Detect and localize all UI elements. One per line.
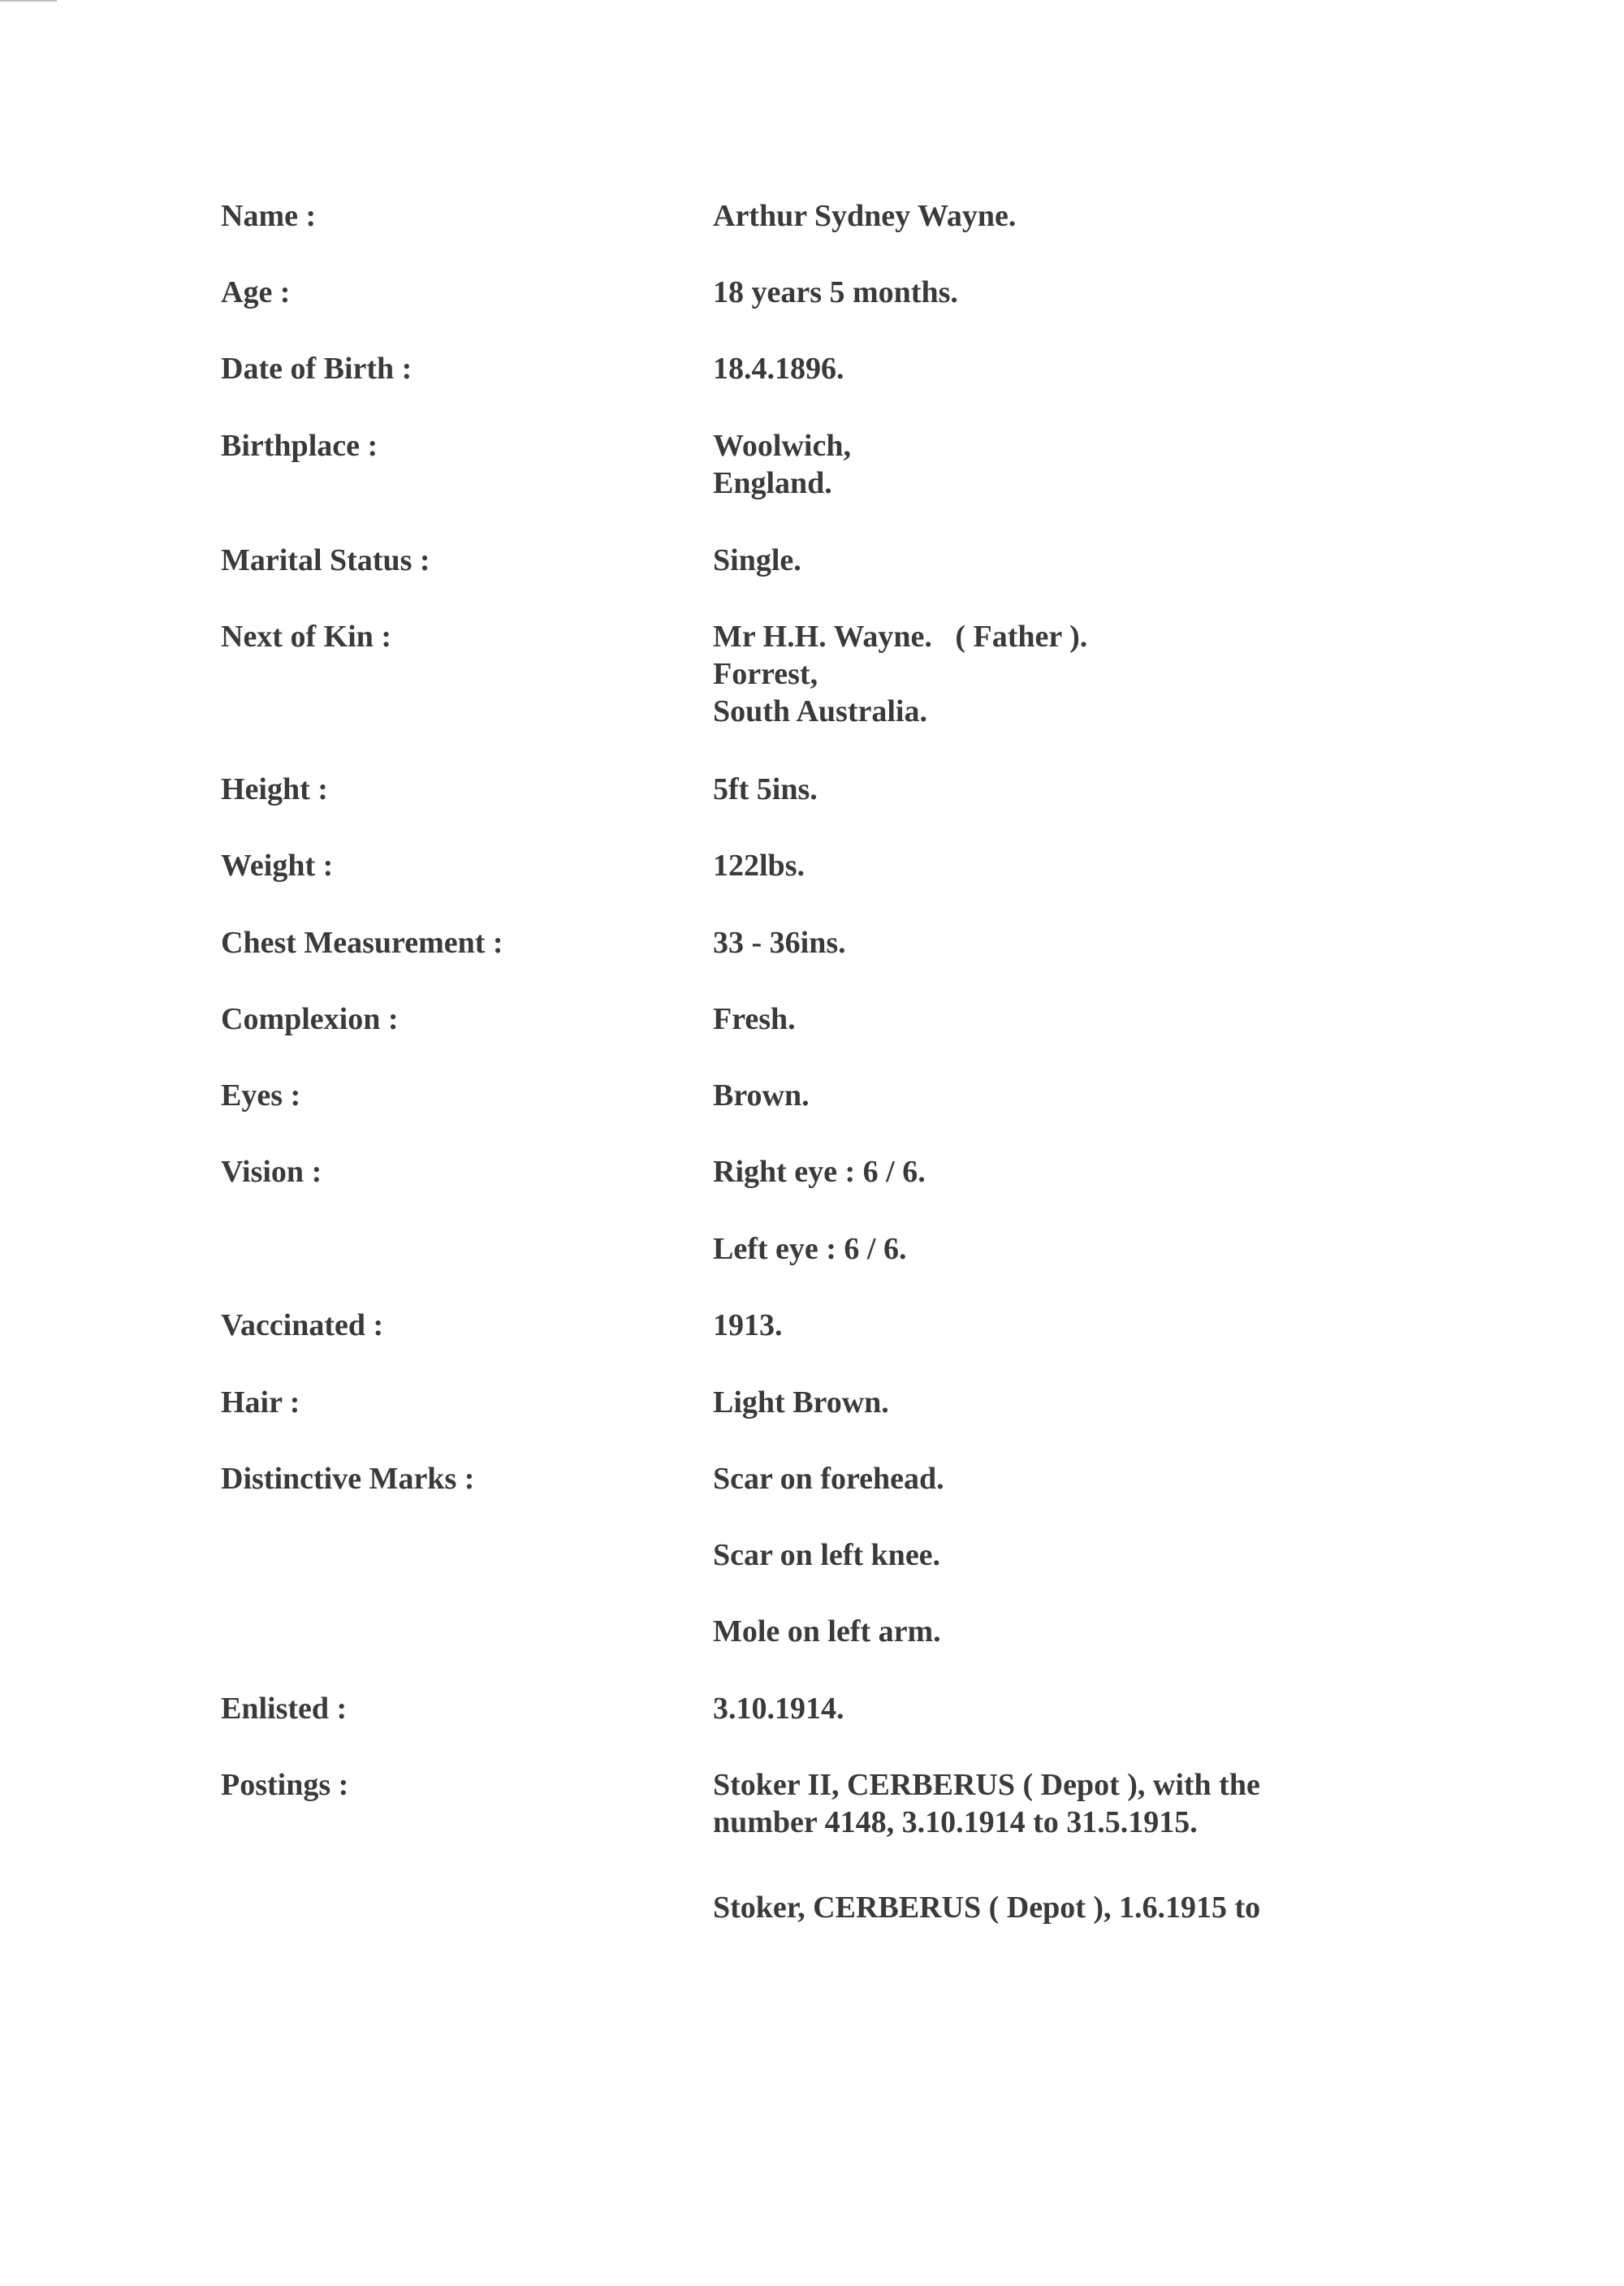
field-value-line: 3.10.1914.	[713, 1692, 844, 1726]
field-label: Marital Status :	[221, 543, 430, 577]
field-value-line: 122lbs.	[713, 849, 805, 883]
field-value-line: England.	[713, 466, 832, 500]
field-label: Height :	[221, 772, 328, 806]
field-value	[713, 1889, 1260, 1926]
field-value-line: 33 - 36ins.	[713, 926, 846, 960]
field-value-line: Arthur Sydney Wayne.	[713, 199, 1017, 233]
field-value	[713, 1536, 940, 1574]
field-value-line: 1913.	[713, 1308, 783, 1342]
field-value-line: South Australia.	[713, 694, 927, 728]
field-value-line: Left eye : 6 / 6.	[713, 1232, 907, 1266]
field-value	[713, 542, 801, 579]
field-label: Weight :	[221, 849, 334, 883]
field-value-line: Fresh.	[713, 1002, 796, 1036]
field-label: Complexion :	[221, 1002, 399, 1036]
field-label: Name :	[221, 199, 317, 233]
field-value	[713, 197, 1016, 235]
field-value	[713, 427, 851, 502]
field-value-line: 18 years 5 months.	[713, 275, 958, 309]
field-value-line: Single.	[713, 543, 801, 577]
scan-edge-mark	[0, 0, 57, 2]
field-value-line: Mr H.H. Wayne. ( Father ).	[713, 620, 1088, 654]
field-value-line: 18.4.1896.	[713, 352, 844, 386]
field-value-line: number 4148, 3.10.1914 to 31.5.1915.	[713, 1805, 1198, 1839]
field-value-line: Mole on left arm.	[713, 1614, 941, 1649]
field-label: Vision :	[221, 1155, 322, 1189]
field-value	[713, 1153, 926, 1191]
field-value	[713, 1690, 844, 1727]
field-value-line: Scar on forehead.	[713, 1462, 944, 1496]
field-label: Birthplace :	[221, 429, 378, 463]
field-value	[713, 1307, 783, 1344]
field-value-line: Stoker, CERBERUS ( Depot ), 1.6.1915 to	[713, 1891, 1261, 1925]
field-value	[713, 274, 958, 311]
field-label: Vaccinated :	[221, 1308, 384, 1342]
field-label: Distinctive Marks :	[221, 1462, 475, 1496]
field-value	[713, 924, 846, 962]
field-value	[713, 618, 1087, 730]
field-label: Postings :	[221, 1768, 349, 1802]
field-value	[713, 1077, 810, 1114]
field-label: Age :	[221, 275, 291, 309]
field-value	[713, 1460, 944, 1497]
field-value	[713, 1766, 1260, 1841]
field-value	[713, 847, 805, 884]
field-label: Date of Birth :	[221, 352, 412, 386]
field-value-line: Stoker II, CERBERUS ( Depot ), with the	[713, 1768, 1260, 1802]
field-value-line: Forrest,	[713, 657, 818, 691]
field-value	[713, 350, 844, 387]
field-value	[713, 1613, 941, 1650]
field-value-line: Brown.	[713, 1078, 810, 1113]
field-value-line: Woolwich,	[713, 429, 851, 463]
field-value	[713, 771, 818, 808]
field-value-line: Scar on left knee.	[713, 1538, 941, 1572]
field-value-line: Light Brown.	[713, 1385, 889, 1420]
field-label: Hair :	[221, 1385, 300, 1420]
field-value-line: 5ft 5ins.	[713, 772, 818, 806]
field-value	[713, 1384, 889, 1421]
field-label: Next of Kin :	[221, 620, 392, 654]
field-value	[713, 1000, 796, 1038]
field-label: Chest Measurement :	[221, 926, 503, 960]
field-value	[713, 1230, 906, 1268]
field-value-line: Right eye : 6 / 6.	[713, 1155, 926, 1189]
field-label: Eyes :	[221, 1078, 301, 1113]
field-label: Enlisted :	[221, 1692, 348, 1726]
